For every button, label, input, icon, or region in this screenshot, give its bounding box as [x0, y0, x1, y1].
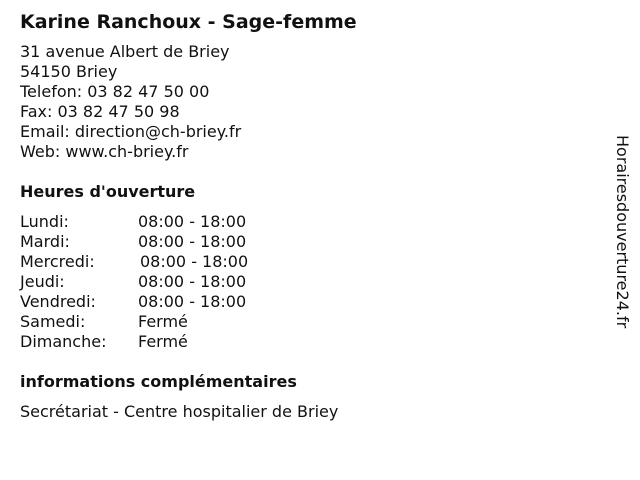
hours-row-friday [20, 292, 590, 312]
page-title: Karine Ranchoux - Sage-femme [20, 11, 357, 33]
address-block [20, 42, 590, 162]
opening-hours-table [20, 212, 590, 352]
hours-row-wednesday [20, 252, 590, 272]
additional-info-heading: informations complémentaires [20, 372, 297, 391]
hours-row-monday [20, 212, 590, 232]
day-label: Dimanche: [20, 332, 107, 351]
day-hours: 08:00 - 18:00 [140, 252, 249, 271]
day-label: Lundi: [20, 212, 69, 231]
day-label: Mardi: [20, 232, 70, 251]
day-hours: 08:00 - 18:00 [138, 212, 247, 231]
opening-hours-heading: Heures d'ouverture [20, 182, 196, 201]
hours-row-sunday [20, 332, 590, 352]
business-card [20, 9, 590, 422]
fax-number: Fax: 03 82 47 50 98 [20, 102, 180, 121]
day-label: Mercredi: [20, 252, 95, 271]
day-label: Samedi: [20, 312, 86, 331]
phone-number: Telefon: 03 82 47 50 00 [20, 82, 210, 101]
hours-row-saturday [20, 312, 590, 332]
website: Web: www.ch-briey.fr [20, 142, 189, 161]
hours-row-tuesday [20, 232, 590, 252]
additional-info-text: Secrétariat - Centre hospitalier de Briey [20, 402, 339, 421]
day-hours: Fermé [138, 312, 188, 331]
day-hours: 08:00 - 18:00 [138, 292, 247, 311]
street-address: 31 avenue Albert de Briey [20, 42, 230, 61]
hours-row-thursday [20, 272, 590, 292]
day-label: Jeudi: [20, 272, 65, 291]
day-hours: 08:00 - 18:00 [138, 272, 247, 291]
email-address: Email: direction@ch-briey.fr [20, 122, 242, 141]
day-hours: Fermé [138, 332, 188, 351]
day-hours: 08:00 - 18:00 [138, 232, 247, 251]
city-postcode: 54150 Briey [20, 62, 118, 81]
day-label: Vendredi: [20, 292, 96, 311]
site-brand-vertical: Horairesdouverture24.fr [613, 135, 632, 329]
